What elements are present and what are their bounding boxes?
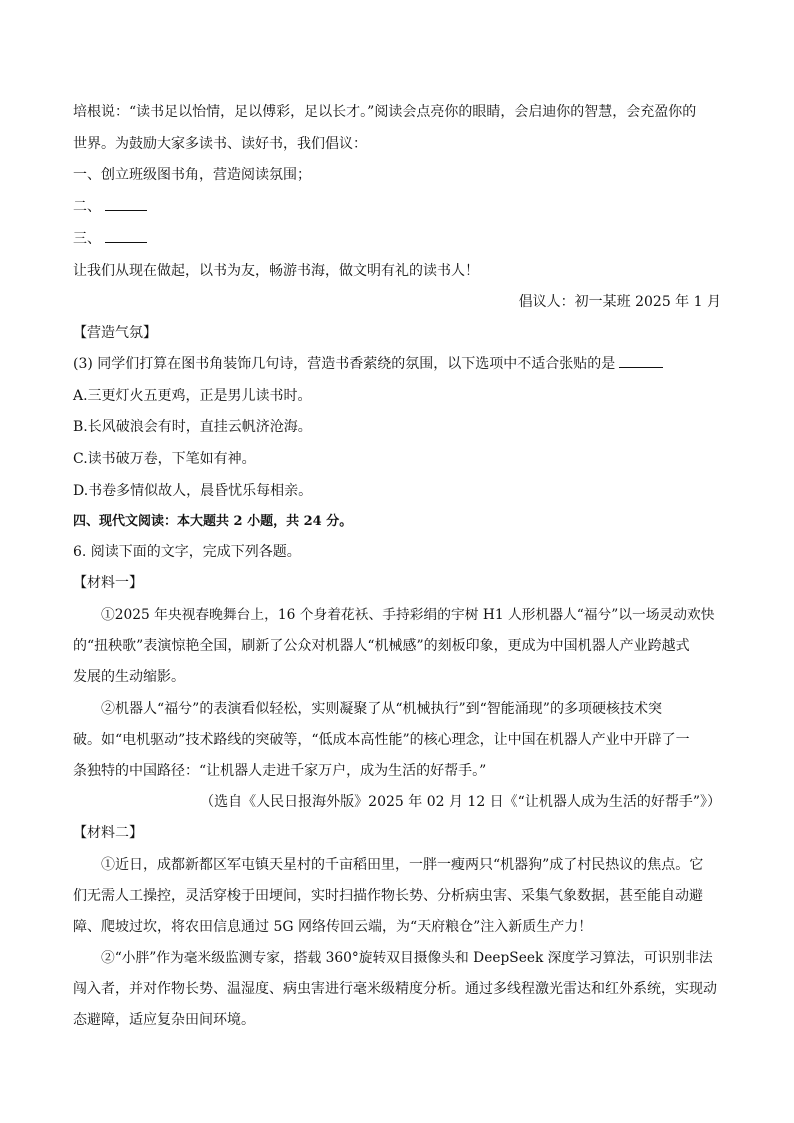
- paragraph-line: 们无需人工操控，灵活穿梭于田埂间，实时扫描作物长势、分析病虫害、采集气象数据，甚至能自动避: [73, 888, 703, 904]
- part-heading: 四、现代文阅读：本大题共 2 小题，共 24 分。: [73, 514, 353, 529]
- question-line: [73, 355, 663, 373]
- paragraph-line: 发展的生动缩影。: [73, 669, 185, 685]
- section-heading: 【营造气氛】: [73, 325, 157, 341]
- option-d: D.书卷多情似故人，晨昏忧乐每相亲。: [73, 483, 313, 499]
- answer-blank[interactable]: [105, 230, 147, 243]
- paragraph-line: 态避障，适应复杂田间环境。: [73, 1012, 255, 1028]
- paragraph-line: ①近日，成都新都区军屯镇天星村的千亩稻田里，一胖一瘦两只“机器狗”成了村民热议的焦点。它: [101, 857, 704, 873]
- paragraph-line: 培根说：“读书足以怡情，足以傅彩，足以长才。”阅读会点亮你的眼睛，会启迪你的智慧，会充盈你的: [73, 104, 697, 120]
- paragraph-line: 让我们从现在做起，以书为友，畅游书海，做文明有礼的读书人！: [73, 263, 479, 279]
- paragraph-line: 闯入者，并对作物长势、温湿度、病虫害进行毫米级精度分析。通过多线程激光雷达和红外系统，实现动: [73, 981, 717, 997]
- question-intro: 6. 阅读下面的文字，完成下列各题。: [73, 544, 301, 560]
- paragraph-line: 障、爬坡过坎，将农田信息通过 5G 网络传回云端，为“天府粮仓”注入新质生产力！: [73, 919, 593, 935]
- proposal-item-2: [73, 198, 147, 216]
- paragraph-line: 的“扭秧歌”表演惊艳全国，刷新了公众对机器人“机械感”的刻板印象，更成为中国机器人产业跨越式: [73, 638, 690, 654]
- signature-line: 倡议人：初一某班 2025 年 1 月: [518, 294, 721, 310]
- answer-blank[interactable]: [105, 198, 147, 211]
- paragraph-line: 破。如“电机驱动”技术路线的突破等，“低成本高性能”的核心理念，让中国在机器人产业中开辟了一: [73, 732, 690, 748]
- source-citation: （选自《人民日报海外版》2025 年 02 月 12 日《“让机器人成为生活的好帮手”》）: [200, 794, 721, 810]
- paragraph-line: 条独特的中国路径：“让机器人走进千家万户，成为生活的好帮手。”: [73, 763, 487, 779]
- question-text: (3) 同学们打算在图书角装饰几句诗，营造书香萦绕的氛围，以下选项中不适合张贴的是: [73, 356, 616, 372]
- proposal-item-3: [73, 230, 147, 248]
- paragraph-line: 世界。为鼓励大家多读书、读好书，我们倡议：: [73, 136, 367, 152]
- proposal-item-1: 一、创立班级图书角，营造阅读氛围；: [73, 167, 311, 183]
- item-label: 二、: [73, 199, 101, 215]
- material-heading: 【材料一】: [73, 575, 143, 591]
- material-heading: 【材料二】: [73, 825, 143, 841]
- paragraph-line: ②“小胖”作为毫米级监测专家，搭载 360°旋转双目摄像头和 DeepSeek 深度学习算法，可识别非法: [101, 950, 713, 966]
- paragraph-line: ①2025 年央视春晚舞台上，16 个身着花袄、手持彩绢的宇树 H1 人形机器人“福兮”以一场灵动欢快: [101, 607, 715, 623]
- item-label: 三、: [73, 231, 101, 247]
- option-b: B.长风破浪会有时，直挂云帆济沧海。: [73, 419, 312, 435]
- paragraph-line: ②机器人“福兮”的表演看似轻松，实则凝聚了从“机械执行”到“智能涌现”的多项硬核技术突: [101, 701, 662, 717]
- option-a: A.三更灯火五更鸡，正是男儿读书时。: [73, 388, 312, 404]
- option-c: C.读书破万卷，下笔如有神。: [73, 451, 256, 467]
- answer-blank[interactable]: [619, 355, 663, 368]
